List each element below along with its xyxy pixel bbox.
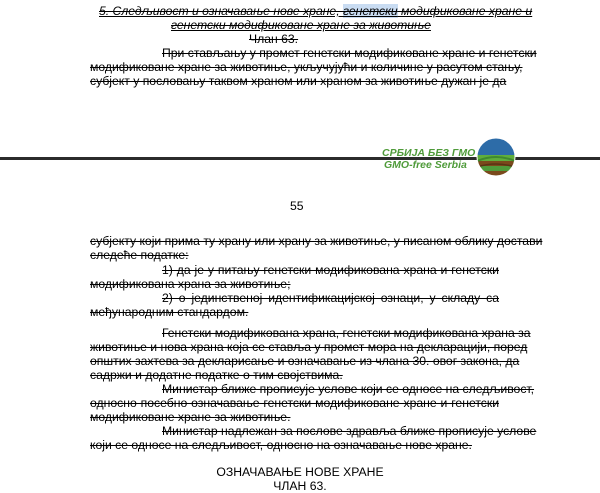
page-number: 55 <box>290 199 304 213</box>
paragraph-line: Министар ближе прописује услове који се односе на следљивост, <box>162 382 535 396</box>
paragraph-line: Генетски модификована храна, генетски модификована храна за <box>162 326 531 340</box>
paragraph-line: При стављању у промет генетски модификоване хране и генетски <box>162 46 537 60</box>
gmo-free-logo-icon <box>474 136 518 178</box>
paragraph-line: Министар надлежан за послове здравља ближе прописује услове <box>162 424 537 438</box>
heading-line-1-start: 5. Следљивост и означавање нове хране, <box>99 4 343 18</box>
section-heading: ОЗНАЧАВАЊЕ НОВЕ ХРАНЕ <box>216 465 384 479</box>
heading-line-1-end: модификоване хране и <box>397 4 533 18</box>
paragraph-line: односно посебно означавање генетски модификоване хране и генетски <box>90 396 499 410</box>
logo-text-serbian: СРБИЈА БЕЗ ГМО <box>382 147 476 159</box>
paragraph-line: животиње и нова храна која се ставља у промет мора на декларацији, поред <box>90 340 528 354</box>
paragraph-line: модификоване хране за животиње, укључујући и количине у расутом стању, <box>90 60 523 74</box>
article-63-title: Члан 63. <box>249 32 299 46</box>
paragraph-line: субјекту који прима ту храну или храну за животиње, у писаном облику достави <box>90 234 543 248</box>
list-item-1-cont: модификована храна за животиње; <box>90 277 291 291</box>
paragraph-line: модификоване хране за животиње. <box>90 410 291 424</box>
paragraph-line: општих захтева за декларисање и означавање из члана 30. овог закона, да <box>90 354 520 368</box>
heading-line-2: генетски модификоване хране за животиње <box>171 18 431 32</box>
list-item-1: 1) да је у питању генетски модификована храна и генетски <box>162 263 499 277</box>
paragraph-line: субјект у пословању таквом храном или храном за животиње дужан је да <box>90 74 507 88</box>
paragraph-line: следеће податке: <box>90 248 189 262</box>
logo-text-english: GMO-free Serbia <box>384 159 467 171</box>
article-63-heading: ЧЛАН 63. <box>273 479 327 493</box>
heading-line-1 <box>99 5 532 18</box>
list-item-2-cont: међународним стандардом. <box>90 305 249 319</box>
paragraph-line: који се односе на следљивост, односно на означавање нове хране. <box>90 438 472 452</box>
list-item-2: 2) о јединственој идентификацијској ознаци, у складу са <box>162 291 499 305</box>
highlighted-word[interactable]: генетски <box>342 4 398 18</box>
paragraph-line: садржи и додатне податке о тим својствима. <box>90 368 343 382</box>
